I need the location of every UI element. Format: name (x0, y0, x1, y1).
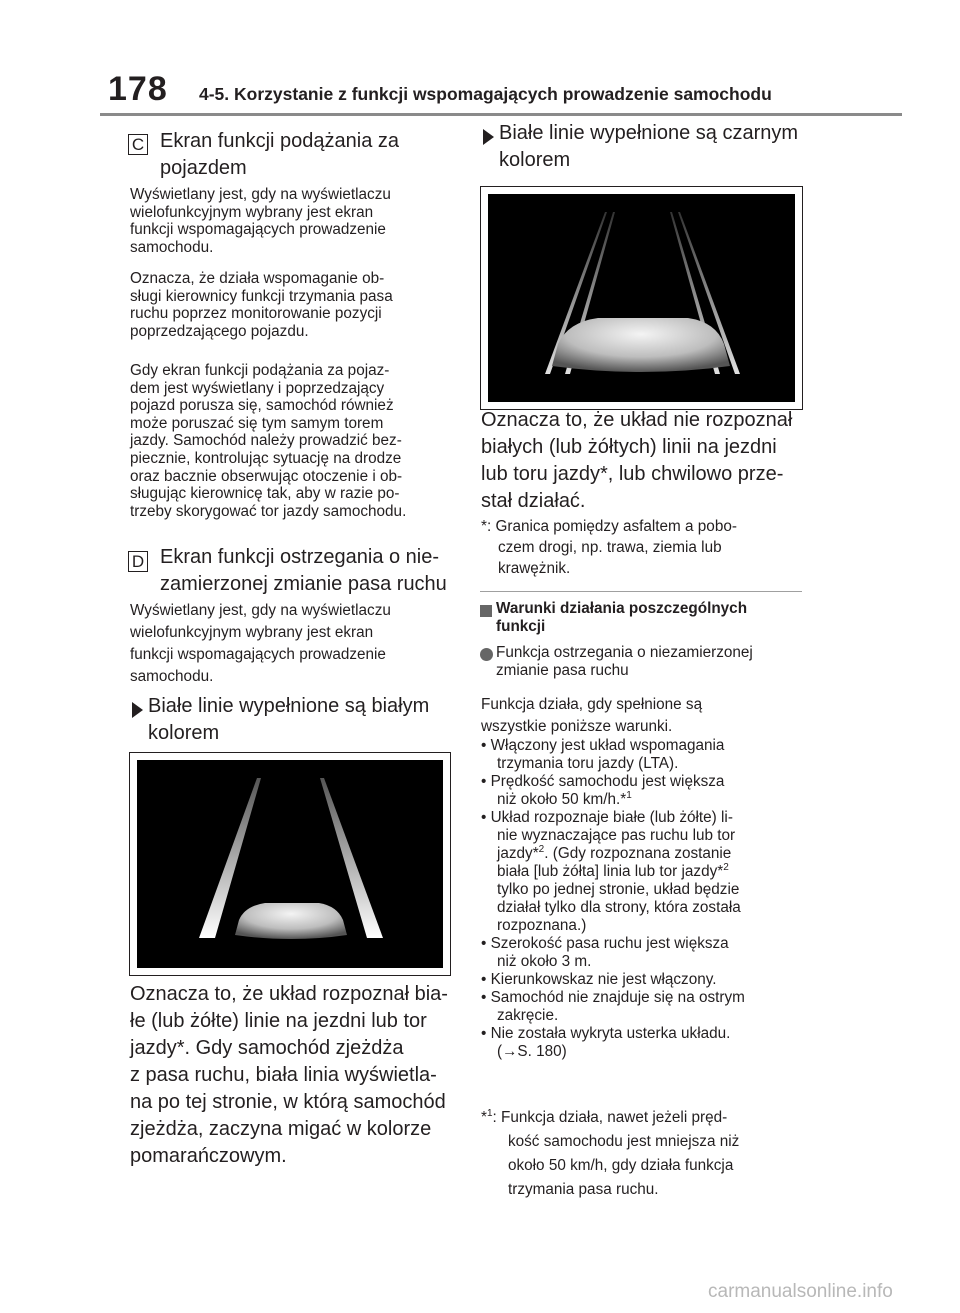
section-divider (480, 591, 802, 592)
arrow-right-icon (483, 129, 494, 145)
chapter-title: 4-5. Korzystanie z funkcji wspomagających prowadzenie samochodu (199, 84, 772, 104)
black-lines-display-screen (488, 194, 795, 402)
section-d-title-2: zamierzonej zmianie pasa ruchu (160, 573, 447, 595)
black-lines-title-1: Białe linie wypełnione są czarnym (499, 122, 799, 144)
condition-item: • Samochód nie znajduje się na ostrym zakręcie. (481, 989, 745, 1024)
conditions-intro: Funkcja działa, gdy spełnione są wszystkie poniższe warunki. (481, 696, 703, 735)
white-lines-title-2: kolorem (148, 722, 220, 744)
white-lines-illustration (137, 760, 443, 968)
condition-item: • Układ rozpoznaje białe (lub żółte) li- nie wyznaczające pas ruchu lub tor jazdy*$^2$. (Gdy rozpoznana zostanie biała [lub żółta] linia lub tor jazdy*$^2$ tylko po jednej stronie, układ będzie działał tylko dla strony, która została rozpoznana.) (481, 809, 741, 934)
section-d-title-1: Ekran funkcji ostrzegania o nie- (160, 546, 440, 568)
watermark: carmanualsonline.info (708, 1281, 893, 1302)
black-lines-illustration (488, 194, 795, 402)
section-c-title-2: pojazdem (160, 157, 247, 179)
black-lines-display-frame (480, 186, 803, 410)
header-rule (100, 113, 902, 116)
section-c-title-1: Ekran funkcji podążania za (160, 130, 400, 152)
section-d-label: D (128, 551, 148, 572)
page-reference-link[interactable]: (→S. 180) (497, 1043, 567, 1060)
black-lines-desc: Oznacza to, że układ nie rozpoznał białych (lub żółtych) linii na jezdni lub toru jazdy*, lub chwilowo prze- stał działać. (481, 409, 793, 512)
white-lines-display-screen (137, 760, 443, 968)
section-c-para-1: Wyświetlany jest, gdy na wyświetlaczu wielofunkcyjnym wybrany jest ekran funkcji wspomagających prowadzenie samochodu. (130, 186, 391, 256)
white-lines-display-frame (129, 752, 451, 976)
car-shape (552, 318, 730, 372)
circle-bullet-icon (480, 648, 493, 661)
asterisk-footnote: *: Granica pomiędzy asfaltem a pobo- czem drogi, np. trawa, ziemia lub krawężnik. (481, 518, 737, 577)
condition-item: • Kierunkowskaz nie jest włączony. (481, 971, 717, 988)
arrow-right-icon (132, 702, 143, 718)
car-shape (235, 903, 347, 939)
condition-item: • Włączony jest układ wspomagania trzymania toru jazdy (LTA). (481, 737, 725, 772)
section-c-label: C (128, 134, 148, 155)
condition-item: • Nie została wykryta usterka układu. (→S. 180) (481, 1025, 745, 1061)
white-lines-desc: Oznacza to, że układ rozpoznał bia- łe (lub żółte) linie na jezdni lub tor jazdy*. Gdy samochód zjeżdża z pasa ruchu, biała linia wyświetla- na po tej stronie, w którą samochód zjeżdża, zaczyna migać w kolorze pomarańczowym. (130, 983, 448, 1167)
footnote-1: *$^1$: Funkcja działa, nawet jeżeli pręd- kość samochodu jest mniejsza niż około 50 km/h, gdy działa funkcja trzymania pasa ruchu. (481, 1107, 740, 1198)
section-c-para-3: Gdy ekran funkcji podążania za pojaz- dem jest wyświetlany i poprzedzający pojazd porusza się, samochód również może poruszać się tym samym torem jazdy. Samochód należy prowadzić bez- piecznie, kontrolując sytuację na drodze oraz bacznie obserwując otoczenie i ob- sługując kierownicę tak, aby w razie po- trzeby skorygować tor jazdy samochodu. (130, 362, 407, 520)
square-bullet-icon (480, 605, 492, 617)
conditions-list (481, 737, 745, 1061)
conditions-subheading: Funkcja ostrzegania o niezamierzonej zmianie pasa ruchu (496, 644, 753, 679)
black-lines-title-2: kolorem (499, 149, 571, 171)
page-header (0, 0, 960, 118)
condition-item: • Szerokość pasa ruchu jest większa niż około 3 m. (481, 935, 729, 970)
white-lines-title-1: Białe linie wypełnione są białym (148, 695, 430, 717)
condition-item: • Prędkość samochodu jest większa niż około 50 km/h.*$^1$ (481, 773, 725, 808)
section-c-para-2: Oznacza, że działa wspomaganie ob- sługi kierownicy funkcji trzymania pasa ruchu poprzez monitorowanie pozycji poprzedzającego pojazdu. (130, 270, 393, 340)
page-number: 178 (108, 70, 168, 108)
conditions-heading: Warunki działania poszczególnych funkcji (496, 600, 748, 635)
section-d-para-1: Wyświetlany jest, gdy na wyświetlaczu wielofunkcyjnym wybrany jest ekran funkcji wspomagających prowadzenie samochodu. (130, 602, 391, 685)
